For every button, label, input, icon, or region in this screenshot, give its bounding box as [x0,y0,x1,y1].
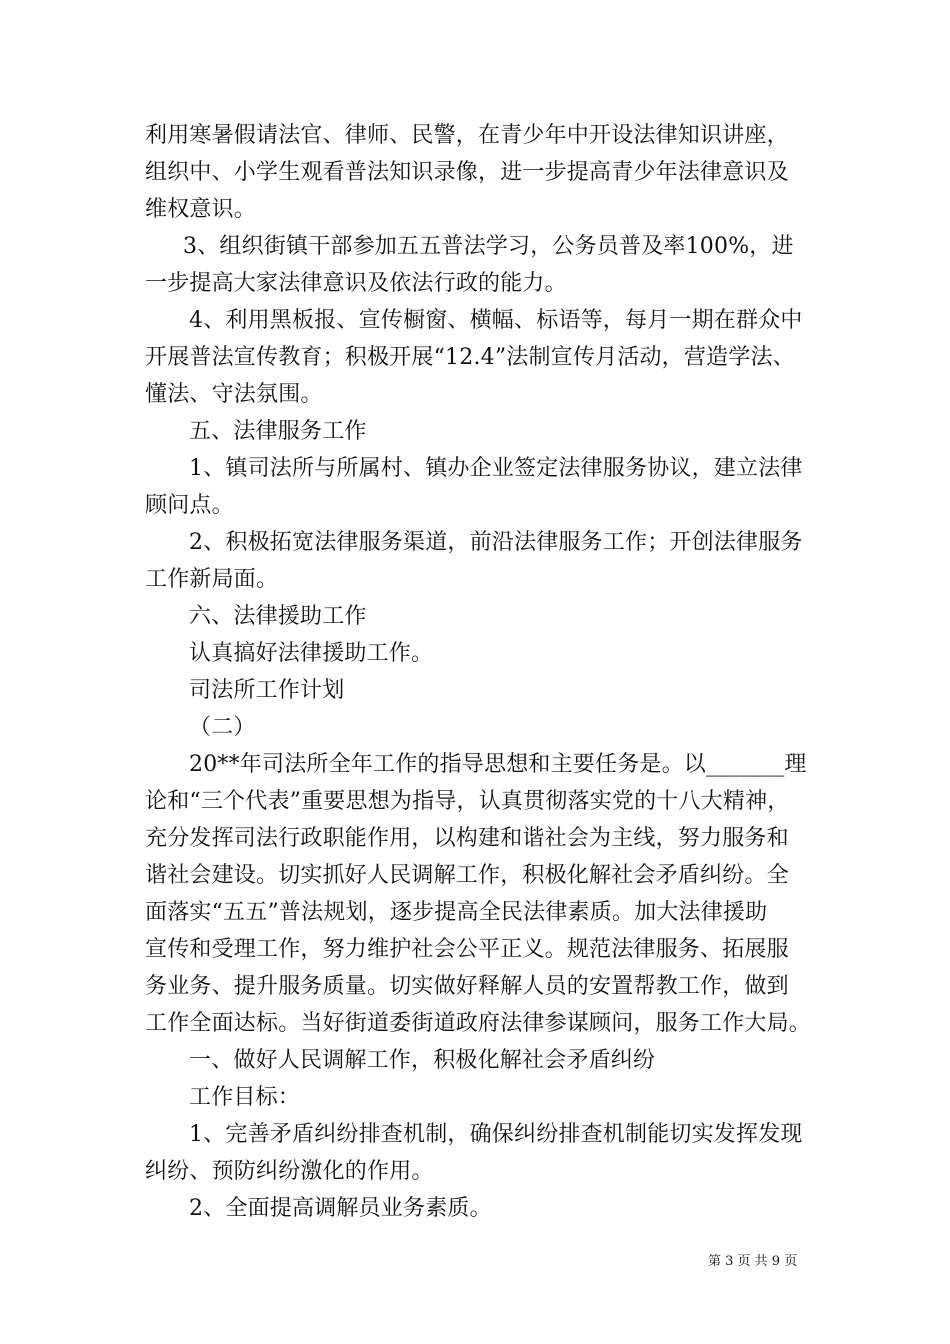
text-line: 利用寒暑假请法官、律师、民警，在青少年中开设法律知识讲座， [145,123,789,148]
text-line: 工作目标： [189,1085,301,1110]
text-line: 谐社会建设。切实抓好人民调解工作，积极化解社会矛盾纠纷。全 [145,863,789,888]
text-line: 顾问点。 [145,493,234,518]
text-line: 1、完善矛盾纠纷排查机制，确保纠纷排查机制能切实发挥发现 [189,1122,803,1147]
text-line: 一、做好人民调解工作，积极化解社会矛盾纠纷 [189,1048,656,1073]
text-line: 3、组织街镇干部参加五五普法学习，公务员普及率100%，进 [183,234,794,259]
text-line: 工作新局面。 [145,567,279,592]
text-line: 纠纷、预防纠纷激化的作用。 [145,1159,434,1184]
text-line: 一步提高大家法律意识及依法行政的能力。 [145,271,567,296]
text-line: 2、积极拓宽法律服务渠道，前沿法律服务工作；开创法律服务 [189,530,803,555]
text-line: 2、全面提高调解员业务素质。 [189,1196,492,1221]
text-line: 1、镇司法所与所属村、镇办企业签定法律服务协议，建立法律 [189,456,803,481]
text-line: 组织中、小学生观看普法知识录像，进一步提高青少年法律意识及 [145,160,789,185]
text-line: 务业务、提升服务质量。切实做好释解人员的安置帮教工作，做到 [145,974,789,999]
text-line: 懂法、守法氛围。 [145,382,323,407]
text-line: 宣传和受理工作，努力维护社会公平正义。规范法律服务、拓展服 [145,937,789,962]
text-line: 开展普法宣传教育；积极开展“12.4”法制宣传月活动，营造学法、 [145,345,795,370]
text-line: 司法所工作计划 [189,678,345,703]
text-line: 五、法律服务工作 [189,419,367,444]
text-line: 面落实“五五”普法规划，逐步提高全民法律素质。加大法律援助 [145,900,768,925]
text-line: 六、法律援助工作 [189,604,367,629]
text-line: 维权意识。 [145,197,257,222]
page-number: 第 3 页 共 9 页 [708,1254,798,1269]
text-line: （二） [189,715,256,740]
text-line: 工作全面达标。当好街道委街道政府法律参谋顾问，服务工作大局。 [145,1011,812,1036]
text-line: 充分发挥司法行政职能作用，以构建和谐社会为主线，努力服务和 [145,826,789,851]
text-line: 论和“三个代表”重要思想为指导，认真贯彻落实党的十八大精神， [145,789,790,814]
text-line: 认真搞好法律援助工作。 [189,641,434,666]
text-line: 20**年司法所全年工作的指导思想和主要任务是。以_______理 [189,752,807,777]
text-line: 4、利用黑板报、宣传橱窗、横幅、标语等，每月一期在群众中 [189,308,803,333]
document-body [145,117,835,1227]
